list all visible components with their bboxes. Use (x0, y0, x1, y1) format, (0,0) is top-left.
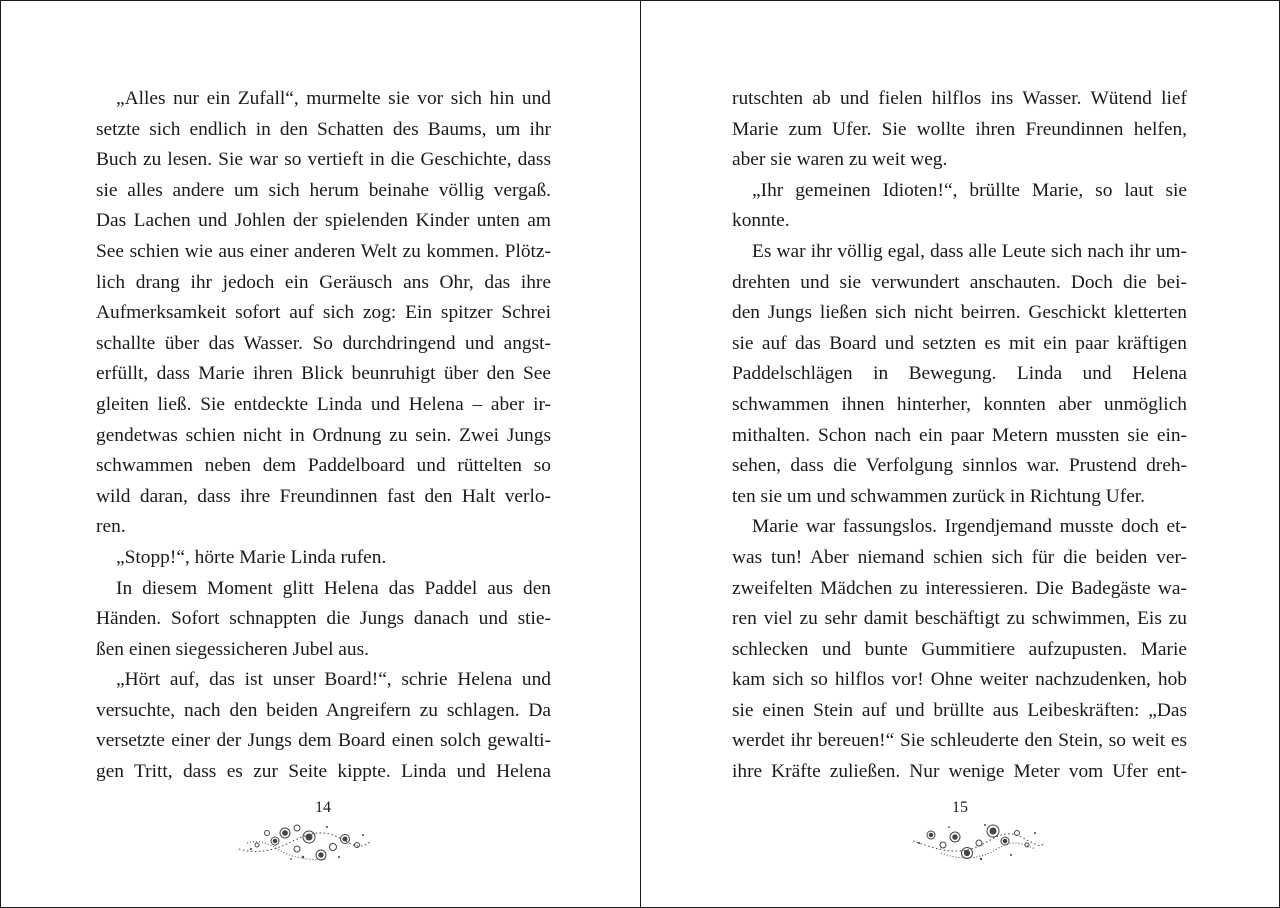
text-line: „Alles nur ein Zufall“, murmelte sie vor sich hin und (116, 88, 551, 109)
text-line: zweifelten Mädchen zu interessieren. Die Badegäste wa- (732, 577, 1187, 599)
text-line: „Stopp!“, hörte Marie Linda rufen. (116, 546, 387, 568)
text-line: schlecken und bunte Gummitiere aufzupusten. Marie (732, 638, 1187, 660)
text-line: sie alles andere um sich herum beinahe völlig vergaß. (96, 179, 551, 201)
text-line: gleiten ließ. Sie entdeckte Linda und Helena – aber ir- (96, 393, 551, 415)
text-line: ren viel zu sehr damit beschäftigt zu schwimmen, Eis zu (732, 608, 1187, 630)
text-line: was tun! Aber niemand schien sich für die beiden ver- (732, 546, 1187, 568)
text-line: ßen einen siegessicheren Jubel aus. (96, 638, 369, 660)
text-line: „Ihr gemeinen Idioten!“, brüllte Marie, so laut sie (752, 179, 1187, 201)
text-line: kam sich so hilflos vor! Ohne weiter nachzudenken, hob (732, 669, 1187, 691)
text-line: werdet ihr bereuen!“ Sie schleuderte den Stein, so weit es (732, 730, 1187, 752)
right-page-number: 15 (952, 799, 968, 816)
text-line: See schien wie aus einer anderen Welt zu kommen. Plötz- (96, 240, 551, 262)
text-line: schwammen neben dem Paddelboard und rüttelten so (96, 455, 551, 477)
text-line: sie auf das Board und setzten es mit ein paar kräftigen (732, 332, 1187, 354)
text-line: Marie zum Ufer. Sie wollte ihren Freundinnen helfen, (732, 118, 1187, 140)
text-line: Das Lachen und Johlen der spielenden Kinder unten am (96, 210, 551, 232)
text-line: mithalten. Schon nach ein paar Metern mussten sie ein- (732, 424, 1187, 446)
text-line: gen Tritt, dass es zur Seite kippte. Linda und Helena (96, 761, 551, 783)
text-line: setzte sich endlich in den Schatten des Baums, um ihr (96, 118, 551, 140)
text-line: sie einen Stein auf und brüllte aus Leibeskräften: „Das (732, 699, 1187, 721)
text-line: Buch zu lesen. Sie war so vertieft in die Geschichte, dass (96, 149, 551, 171)
text-line: Paddelschlägen in Bewegung. Linda und Helena (732, 363, 1187, 385)
text-line: gendetwas schien nicht in Ordnung zu sein. Zwei Jungs (96, 424, 551, 446)
text-line: schwammen ihnen hinterher, konnten aber unmöglich (732, 393, 1187, 415)
text-line: „Hört auf, das ist unser Board!“, schrie Helena und (116, 669, 551, 691)
right-page-text (732, 84, 1187, 788)
text-line: Händen. Sofort schnappten die Jungs danach und stie- (96, 608, 551, 630)
text-line: versetzte einer der Jungs dem Board einen solch gewalti- (96, 730, 551, 752)
text-line: erfüllt, dass Marie ihren Blick beunruhigt über den See (96, 363, 551, 385)
right-page (641, 1, 1279, 907)
text-line: den Jungs ließen sich nicht beirren. Geschickt kletterten (732, 302, 1187, 324)
text-line: wild daran, dass ihre Freundinnen fast den Halt verlo- (96, 485, 551, 507)
text-line: Aufmerksamkeit sofort auf sich zog: Ein spitzer Schrei (96, 302, 551, 324)
text-line: ren. (96, 516, 126, 538)
text-line: rutschten ab und fielen hilflos ins Wasser. Wütend lief (732, 88, 1187, 109)
left-page-text (96, 84, 551, 788)
text-line: Es war ihr völlig egal, dass alle Leute sich nach ihr um- (752, 240, 1187, 262)
text-line: versuchte, nach den beiden Angreifern zu schlagen. Da (96, 699, 551, 721)
text-line: lich drang ihr jedoch ein Geräusch ans Ohr, das ihre (96, 271, 551, 293)
left-page-number: 14 (315, 799, 331, 816)
text-line: schallte über das Wasser. So durchdringend und angst- (96, 332, 551, 354)
text-line: ihre Kräfte zuließen. Nur wenige Meter vom Ufer ent- (732, 761, 1187, 783)
left-page (1, 1, 640, 907)
swirl-ornament-icon (237, 819, 373, 865)
text-line: In diesem Moment glitt Helena das Paddel aus den (116, 577, 551, 599)
swirl-ornament-icon (911, 819, 1047, 865)
text-line: Marie war fassungslos. Irgendjemand musste doch et- (752, 516, 1187, 538)
text-line: drehten und sie verwundert anschauten. Doch die bei- (732, 271, 1187, 293)
text-line: konnte. (732, 210, 790, 232)
text-line: ten sie um und schwammen zurück in Richtung Ufer. (732, 485, 1146, 507)
text-line: sehen, dass die Verfolgung sinnlos war. Prustend dreh- (732, 455, 1187, 477)
text-line: aber sie waren zu weit weg. (732, 149, 948, 171)
